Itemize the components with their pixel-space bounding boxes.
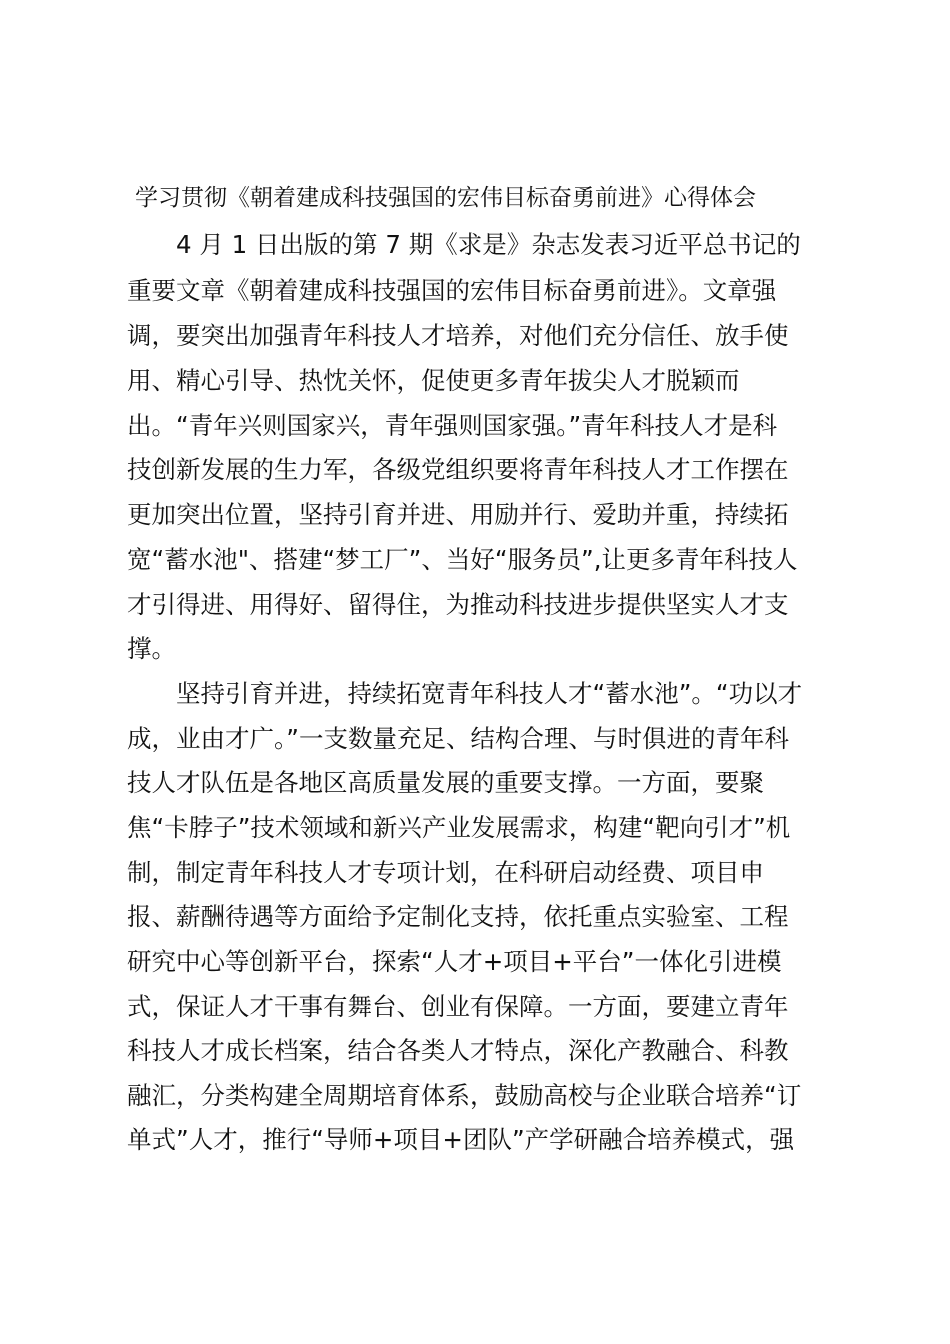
body-line: 出。“青年兴则国家兴，青年强则国家强。”青年科技人才是科 [127,411,778,440]
body-line: 融汇，分类构建全周期培育体系，鼓励高校与企业联合培养“订 [127,1081,802,1110]
body-line: 报、薪酬待遇等方面给予定制化支持，依托重点实验室、工程 [127,902,789,931]
body-line: 才引得进、用得好、留得住，为推动科技进步提供坚实人才支 [127,590,789,619]
body-line: 重要文章《朝着建成科技强国的宏伟目标奋勇前进》。文章强 [127,276,777,305]
body-line: 用、精心引导、热忱关怀，促使更多青年拔尖人才脱颖而 [127,366,740,395]
body-line: 更加突出位置，坚持引育并进、用励并行、爱助并重，持续拓 [127,500,789,529]
body-line: 撑。 [127,634,176,663]
body-line: 坚持引育并进，持续拓宽青年科技人才“蓄水池”。“功以才 [176,679,803,708]
body-line: 技人才队伍是各地区高质量发展的重要支撑。一方面，要聚 [127,768,764,797]
body-line: 单式”人才，推行“导师+项目+团队”产学研融合培养模式，强 [127,1125,795,1154]
body-line: 成，业由才广。”一支数量充足、结构合理、与时俱进的青年科 [127,724,789,753]
body-line: 焦“卡脖子”技术领域和新兴产业发展需求，构建“靶向引才”机 [127,813,791,842]
body-line: 式，保证人才干事有舞台、创业有保障。一方面，要建立青年 [127,992,789,1021]
body-line: 技创新发展的生力军，各级党组织要将青年科技人才工作摆在 [127,455,789,484]
body-line: 4 月 1 日出版的第 7 期《求是》杂志发表习近平总书记的 [176,230,801,259]
body-line: 制，制定青年科技人才专项计划，在科研启动经费、项目申 [127,858,764,887]
body-line: 宽“蓄水池"、搭建“梦工厂”、当好“服务员”,让更多青年科技人 [127,545,798,574]
body-line: 科技人才成长档案，结合各类人才特点，深化产教融合、科教 [127,1036,789,1065]
document-title: 学习贯彻《朝着建成科技强国的宏伟目标奋勇前进》心得体会 [135,185,756,211]
body-line: 调，要突出加强青年科技人才培养，对他们充分信任、放手使 [127,321,789,350]
body-line: 研究中心等创新平台，探索“人才+项目+平台”一体化引进模 [127,947,782,976]
